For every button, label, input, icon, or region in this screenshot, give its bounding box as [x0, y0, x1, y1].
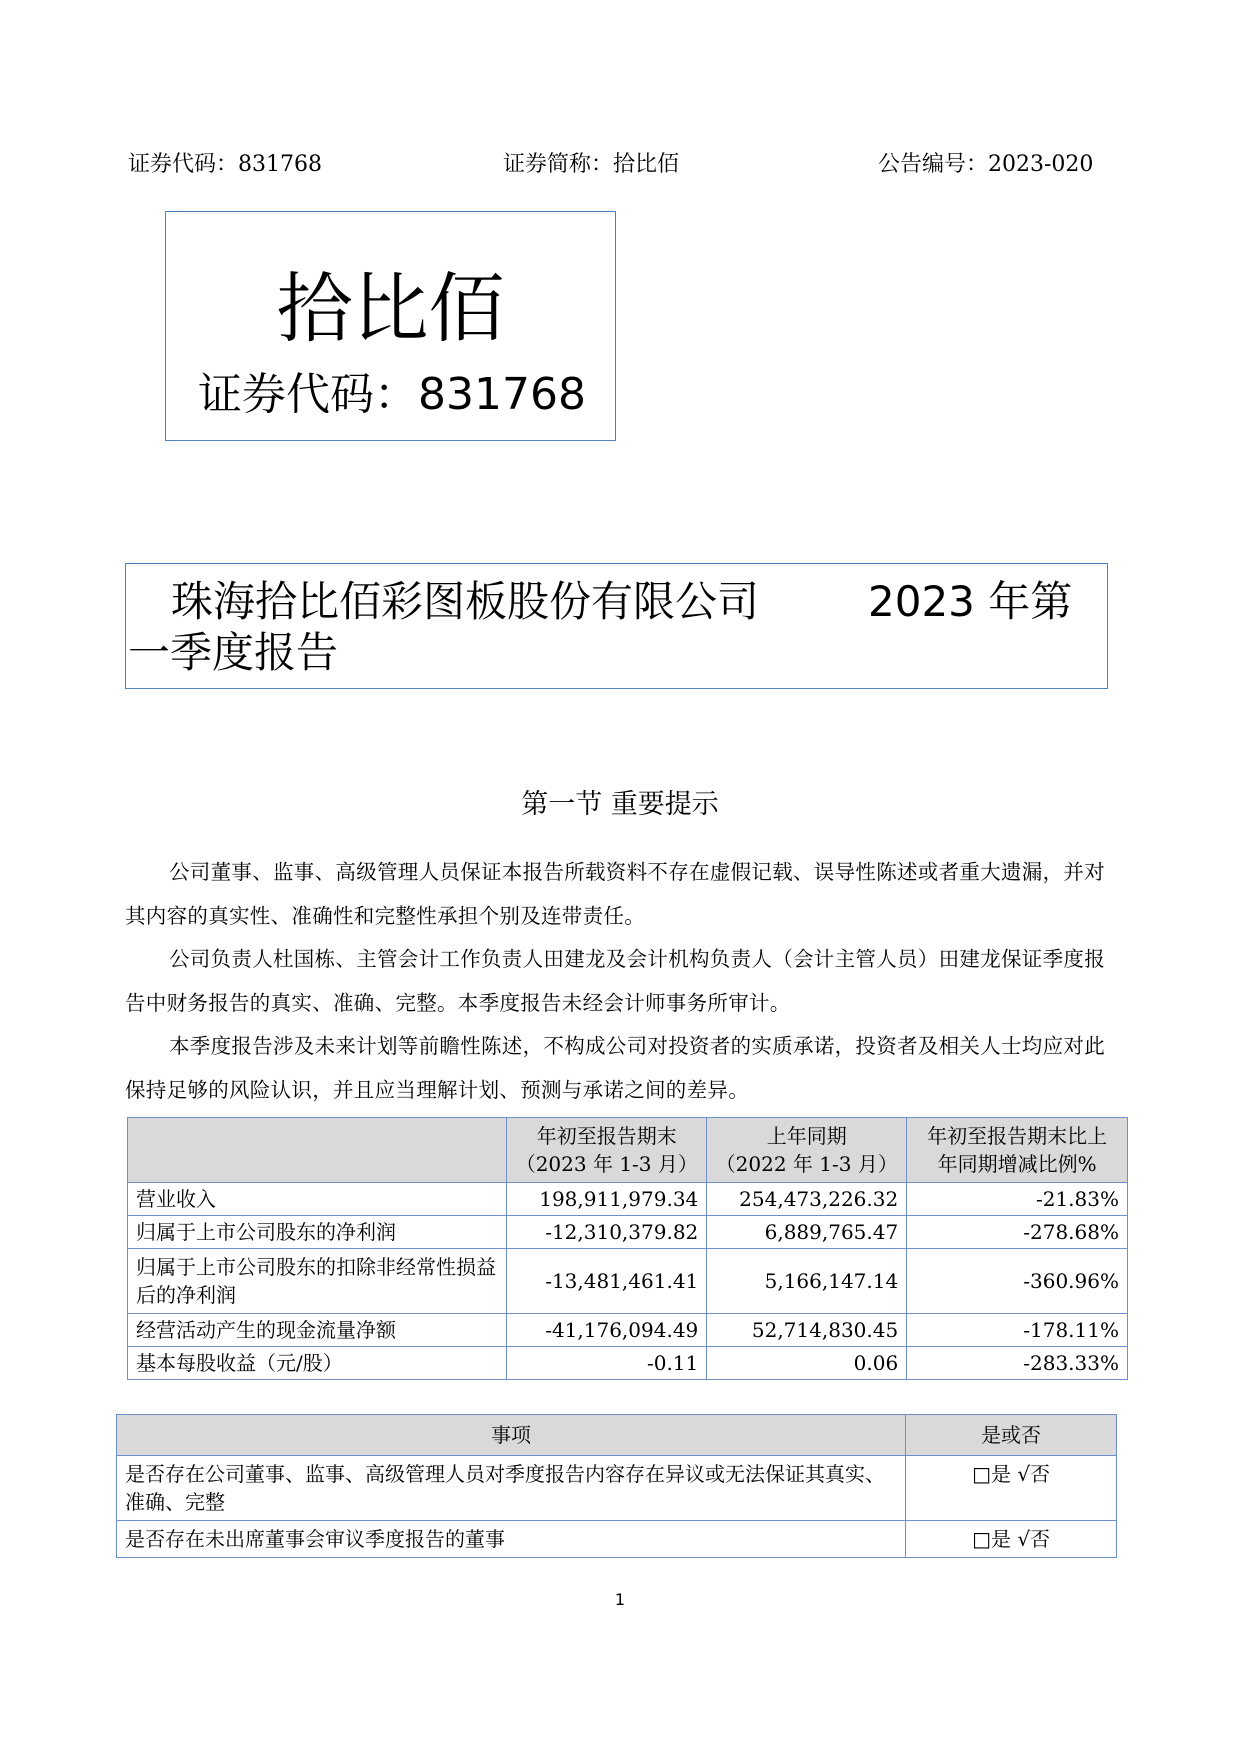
- paragraph-responsibility: 公司负责人杜国栋、主管会计工作负责人田建龙及会计机构负责人（会计主管人员）田建龙保证季度报告中财务报告的真实、准确、完整。本季度报告未经会计师事务所审计。: [125, 947, 1105, 1015]
- table-cell: -12,310,379.82: [507, 1216, 707, 1249]
- table-row: [128, 1347, 1128, 1380]
- report-title-company: 珠海拾比佰彩图板股份有限公司: [171, 577, 760, 626]
- table-row: [128, 1249, 1128, 1314]
- yes-no-checkbox: □是 √否: [906, 1456, 1117, 1521]
- table-row: [128, 1314, 1128, 1347]
- table-cell: -283.33%: [907, 1347, 1128, 1380]
- table-header-cell: [128, 1118, 507, 1183]
- table-cell: -0.11: [507, 1347, 707, 1380]
- paragraph-forward-looking: 本季度报告涉及未来计划等前瞻性陈述，不构成公司对投资者的实质承诺，投资者及相关人士均应对此保持足够的风险认识，并且应当理解计划、预测与承诺之间的差异。: [125, 1034, 1105, 1102]
- table-cell: -21.83%: [907, 1183, 1128, 1216]
- confirmation-table: [116, 1414, 1117, 1558]
- table-header-cell: 是或否: [906, 1415, 1117, 1456]
- security-short-name-header: 证券简称：拾比佰: [503, 152, 680, 177]
- company-short-name: 拾比佰: [276, 264, 505, 353]
- item-label: 是否存在公司董事、监事、高级管理人员对季度报告内容存在异议或无法保证其真实、准确、完整: [117, 1456, 906, 1521]
- item-label: 是否存在未出席董事会审议季度报告的董事: [117, 1521, 906, 1558]
- report-title-box: [125, 563, 1108, 689]
- financial-data-table: [127, 1117, 1128, 1380]
- table-header-cell: 年初至报告期末比上 年同期增减比例%: [907, 1118, 1128, 1183]
- cover-security-code: 证券代码：831768: [198, 369, 586, 420]
- table-row: [128, 1216, 1128, 1249]
- yes-no-checkbox: □是 √否: [906, 1521, 1117, 1558]
- table-cell: 6,889,765.47: [707, 1216, 907, 1249]
- table-cell: -278.68%: [907, 1216, 1128, 1249]
- page-number: 1: [614, 1590, 626, 1609]
- row-label: 经营活动产生的现金流量净额: [128, 1314, 507, 1347]
- section-title: 第一节 重要提示: [521, 789, 719, 820]
- report-title-year: 2023 年第: [868, 577, 1073, 626]
- table-header-row: [128, 1118, 1128, 1183]
- table-row: [117, 1456, 1117, 1521]
- row-label: 营业收入: [128, 1183, 507, 1216]
- row-label: 基本每股收益（元/股）: [128, 1347, 507, 1380]
- table-cell: 52,714,830.45: [707, 1314, 907, 1347]
- table-cell: -178.11%: [907, 1314, 1128, 1347]
- report-title-period: 一季度报告: [128, 628, 339, 677]
- notice-number-header: 公告编号：2023-020: [878, 152, 1094, 177]
- table-cell: 5,166,147.14: [707, 1249, 907, 1314]
- table-header-row: [117, 1415, 1117, 1456]
- table-cell: -41,176,094.49: [507, 1314, 707, 1347]
- row-label: 归属于上市公司股东的扣除非经常性损益后的净利润: [128, 1249, 507, 1314]
- table-cell: -360.96%: [907, 1249, 1128, 1314]
- paragraph-assurance: 公司董事、监事、高级管理人员保证本报告所载资料不存在虚假记载、误导性陈述或者重大遗漏，并对其内容的真实性、准确性和完整性承担个别及连带责任。: [125, 860, 1105, 928]
- table-row: [117, 1521, 1117, 1558]
- table-header-cell: 事项: [117, 1415, 906, 1456]
- table-header-cell: 上年同期 （2022 年 1-3 月）: [707, 1118, 907, 1183]
- table-cell: 254,473,226.32: [707, 1183, 907, 1216]
- cover-logo-box: [165, 211, 616, 441]
- table-cell: 198,911,979.34: [507, 1183, 707, 1216]
- table-cell: 0.06: [707, 1347, 907, 1380]
- table-header-cell: 年初至报告期末 （2023 年 1-3 月）: [507, 1118, 707, 1183]
- row-label: 归属于上市公司股东的净利润: [128, 1216, 507, 1249]
- security-code-header: 证券代码：831768: [128, 152, 322, 177]
- table-cell: -13,481,461.41: [507, 1249, 707, 1314]
- table-row: [128, 1183, 1128, 1216]
